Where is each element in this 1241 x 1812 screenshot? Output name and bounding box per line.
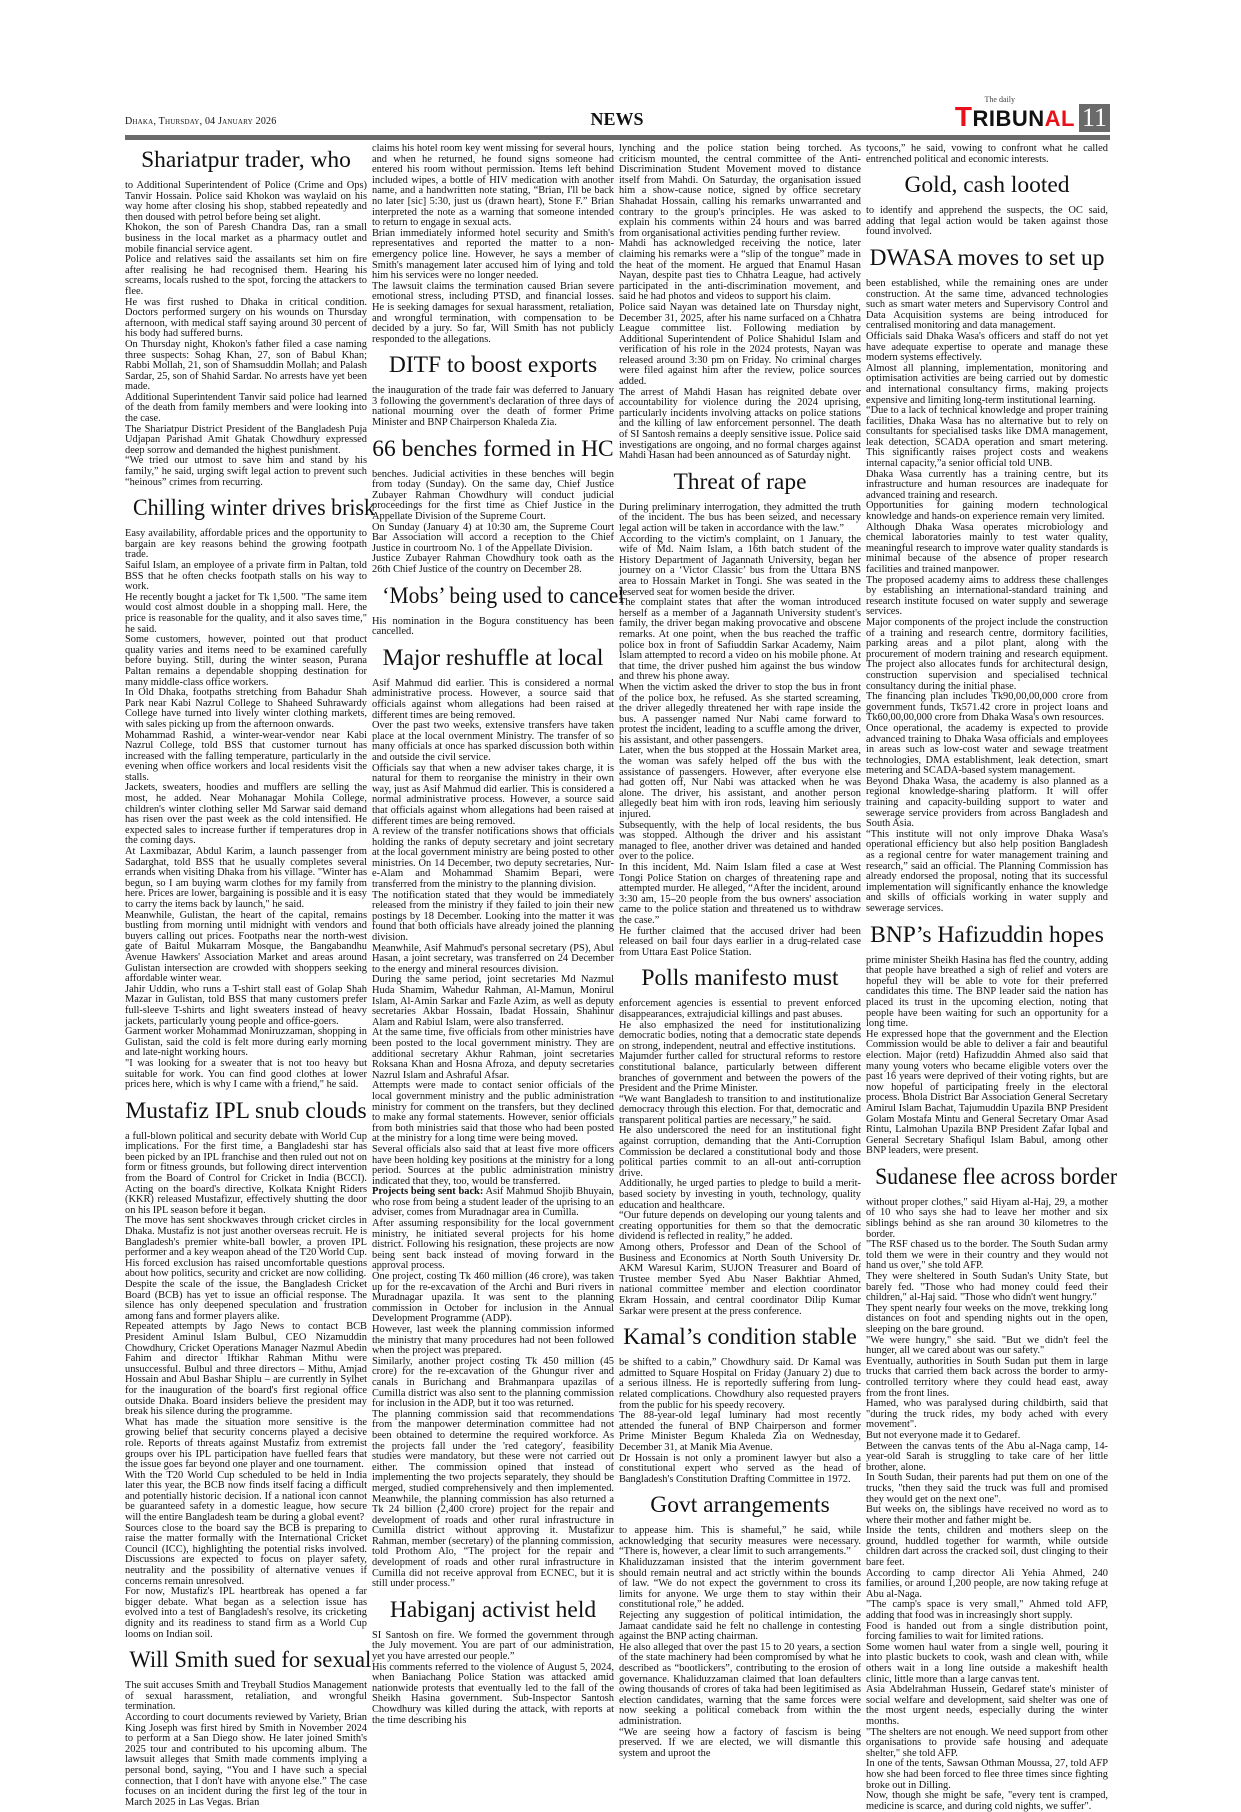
article-paragraph: Sources close to the board say the BCB is preparing to raise the matter formally with the International Cricket Council (ICC), highlighting the potential risks involved. Discussions are expected to focus on player safety, neutrality and the possibility of alternative venues if concerns remain unresolved. (125, 1522, 367, 1587)
article-paragraph: On Sunday (January 4) at 10:30 am, the Supreme Court Bar Association will accord a reception to the Chief Justice in courtroom No. 1 of the Appellate Division. (372, 521, 614, 554)
article-paragraph: “We want Bangladesh to transition to and institutionalize democracy through this election. For that, democratic and transparent political parties are necessary,” he said. (619, 1093, 861, 1126)
article-paragraph: the inauguration of the trade fair was deferred to January 3 following the government's declaration of three days of national mourning over the death of former Prime Minister and BNP Chairperson Khaleda Zia. (372, 385, 614, 429)
article-paragraph: Repeated attempts by Jago News to contact BCB President Aminul Islam Bulbul, CEO Nizamuddin Chowdhury, Cricket Operations Manager Nazmul Abedin Fahim and director Iftikhar Rahman Mithu were unsuccessful. Bulbul and three directors – Mithu, Amjad Hossain and Abul Bashar Shiplu – are currently in Sylhet for the inauguration of the board's first regional office outside Dhaka. Board insiders believe the president may break his silence during the programme. (125, 1321, 367, 1418)
logo-name: TRIBUNAL (954, 101, 1075, 132)
column-3 (619, 144, 861, 1759)
article-paragraph: In Old Dhaka, footpaths stretching from Bahadur Shah Park near Kabi Nazrul College to Shaheed Suhrawardy College have turned into lively winter clothing markets, with sales picking up from the afternoon onwards. (125, 687, 367, 730)
article-paragraph: Later, when the bus stopped at the Hossain Market area, the woman was safely helped off the bus with the assistance of passengers. However, after everyone else had gotten off, Nur Nabi was attacked when he was alone. The driver, his assistant, and another person allegedly beat him with iron rods, leaving him seriously injured. (619, 745, 861, 821)
article-paragraph: Mahdi has acknowledged receiving the notice, later claiming his remarks were a “slip of the tongue” made in the heat of the moment. He argued that Enamul Hasan Nayan, despite past ties to Chhatra League, had actively participated in the anti-discrimination movement, and said he had photos and videos to support his claim. (619, 238, 861, 303)
article-paragraph: Once operational, the academy is expected to provide advanced training to Dhaka Wasa officials and employees in areas such as low-cost water and sewage treatment technologies, DMA establishment, leak detection, smart metering and SCADA-based system management. (866, 722, 1108, 777)
article (619, 469, 861, 959)
article-paragraph: He further claimed that the accused driver had been released on bail four days earlier in a drug-related case from Uttara East Police Station. (619, 925, 861, 958)
article-headline: Will Smith sued for sexual (129, 1647, 372, 1674)
column-1 (125, 144, 376, 1808)
article-paragraph: According to court documents reviewed by Variety, Brian King Joseph was first hired by Smith in November 2024 to perform at a San Diego show. He later joined Smith's 2025 tour and contributed to his upcoming album. The lawsuit alleges that Smith made comments implying a personal bond, saying, “You and I have such a special connection, that I don't have with anyone else.” The case focuses on an incident during the first leg of the tour in March 2025 in Las Vegas. Brian (125, 1711, 367, 1808)
article-paragraph: He recently bought a jacket for Tk 1,500. "The same item would cost almost double in a shopping mall. Here, the price is reasonable for the quality, and it also saves time," he said. (125, 591, 367, 635)
article-paragraph: Asif Mahmud did earlier. This is considered a normal administrative process. However, a source said that officials against whom allegations had been raised at different times are being removed. (372, 677, 614, 721)
article-paragraph: Hamed, who was paralysed during childbirth, said that "during the truck rides, my body ached with every movement". (866, 1398, 1108, 1431)
article-paragraph: "The RSF chased us to the border. The South Sudan army told them we were in their country and they would not hand us over," she told AFP. (866, 1239, 1108, 1272)
article-headline: 66 benches formed in HC (372, 435, 614, 462)
article-paragraph: lynching and the police station being torched. As criticism mounted, the central committee of the Anti-Discrimination Student Movement moved to distance itself from Mahdi. On Saturday, the organisation issued him a show-cause notice, signed by office secretary Shahadat Hossain, calling his remarks unwarranted and contrary to the group's principles. He was asked to explain his comments within 24 hours and was barred from organisational activities pending further review. (619, 143, 861, 239)
article-paragraph: He also emphasized the need for institutionalizing democratic bodies, noting that a democratic state depends on strong, independent, neutral and effective institutions. (619, 1019, 861, 1052)
article-paragraph: Police said Nayan was detained late on Thursday night, December 31, 2025, after his name surfaced on a Chhatra League committee list. Following mediation by Additional Superintendent of Police Shahidul Islam and verification of his role in the 2024 protests, Nayan was released around 3:30 pm on Friday. No criminal charges were filed against him after the review, police sources added. (619, 301, 861, 388)
article-paragraph: Subsequently, with the help of local residents, the bus was stopped. Although the driver and his assistant managed to flee, another driver was detained and handed over to the police. (619, 819, 861, 863)
article-paragraph: According to camp director Ali Yehia Ahmed, 240 families, or around 1,200 people, are now taking refuge at Abu al-Naga. (866, 1567, 1108, 1600)
article-headline: Kamal’s condition stable (623, 1324, 857, 1351)
article (372, 645, 614, 1590)
article-paragraph: tycoons,” he said, vowing to confront what he called entrenched political and economic interests. (866, 143, 1108, 165)
article-paragraph: to identify and apprehend the suspects, the OC said, adding that legal action would be taken against those found involved. (866, 205, 1108, 238)
article-paragraph: The move has sent shockwaves through cricket circles in Dhaka. Mustafiz is not just another overseas recruit. He is Bangladesh's premier white-ball bowler, a proven IPL performer and a key weapon ahead of the T20 World Cup. His forced exclusion has raised uncomfortable questions about how politics, security and cricket are now colliding. (125, 1215, 368, 1280)
article-paragraph: Rejecting any suggestion of political intimidation, the Jamaat candidate said he felt no challenge in contesting against the BNP acting chairman. (619, 1610, 861, 1643)
article-paragraph: "The shelters are not enough. We need support from other organisations to provide safe housing and adequate shelter," she told AFP. (866, 1726, 1108, 1759)
article-paragraph: Eventually, authorities in South Sudan put them in large trucks that carried them back across the border to army-controlled territory where they could head east, away from the front lines. (866, 1355, 1108, 1399)
article-paragraph: His comments referred to the violence of August 5, 2024, when Baniachang Police Station was attacked amid nationwide protests that eventually led to the fall of the Sheikh Hasina government. Sub-Inspector Santosh Chowdhury was killed during the attack, with reports at the time describing his (372, 1661, 614, 1726)
newspaper-logo (955, 96, 1110, 132)
article-paragraph: “Due to a lack of technical knowledge and proper training facilities, Dhaka Wasa has no alternative but to rely on consultants for specialised tasks like DMA management, leak detection, SCADA operation and smart metering. This significantly raises project costs and weakens internal capacity,”a senior official told UNB. (866, 405, 1108, 470)
page-number: 11 (1079, 104, 1110, 132)
article-paragraph: “We are seeing how a factory of fascism is being preserved. If we are elected, we will dismantle this system and uproot the (619, 1726, 861, 1759)
article-paragraph: The suit accuses Smith and Treyball Studios Management of sexual harassment, retaliation, and wrongful termination. (125, 1680, 367, 1713)
article-headline: DITF to boost exports (388, 352, 598, 379)
article-paragraph: In South Sudan, their parents had put them on one of the trucks, "then they said the truck was full and promised they would get on the next one". (866, 1472, 1108, 1505)
article-paragraph: For now, Mustafiz's IPL heartbreak has opened a far bigger debate. What began as a selection issue has evolved into a test of Bangladesh's resolve, its cricketing dignity and its readiness to stand firm as a World Cup looms on Indian soil. (125, 1586, 367, 1640)
article-paragraph: Beyond Dhaka Wasa, the academy is also planned as a regional knowledge-sharing platform. It will offer training and capacity-building support to water and sewerage service providers from across Bangladesh and South Asia. (866, 775, 1108, 830)
article-paragraph: Dr Hossain is not only a prominent lawyer but also a constitutional expert who served as the head of Bangladesh's Constitution Drafting Committee in 1972. (619, 1452, 861, 1485)
article (619, 1324, 861, 1485)
article-paragraph: The notification stated that they would be immediately released from the ministry if they failed to join their new postings by 18 December. Looking into the matter it was found that both officials have already joined the planning division. (372, 889, 614, 944)
article-headline: Gold, cash looted (904, 172, 1070, 199)
article-headline: Major reshuffle at local (382, 644, 604, 671)
article-paragraph: a full-blown political and security debate with World Cup implications. For the first time, a Bangladeshi star has been picked by an IPL franchise and then ruled out not on form or fitness grounds, but following direct intervention from the Board of Control for Cricket in India (BCCI). Acting on the board's directive, Kolkata Knight Riders (KKR) released Mustafizur, effectively shutting the door on his IPL season before it began. (125, 1130, 367, 1216)
article-paragraph: be shifted to a cabin,” Chowdhury said. Dr Kamal was admitted to Square Hospital on Friday (January 2) due to a serious illness. He is reportedly suffering from lung-related complications. Chowdhury also requested prayers from the public for his speedy recovery. (619, 1357, 861, 1411)
article-paragraph: But not everyone made it to Gedaref. (866, 1429, 1021, 1441)
article-paragraph: "We were hungry," she said. "But we didn't feel the hunger, all we cared about was our safety." (866, 1334, 1108, 1357)
article-paragraph: They spent nearly four weeks on the move, trekking long distances on foot and spending nights out in the open, sleeping on the bare ground. (866, 1302, 1108, 1335)
article-paragraph: Major components of the project include the construction of a training and research centre, dormitory facilities, parking areas and a pilot plant, along with the procurement of modern training and research equipment. The project also allocates funds for architectural design, construction supervision and specialised technical consultancy during the initial phase. (866, 616, 1108, 692)
article-paragraph: Easy availability, affordable prices and the opportunity to bargain are key reasons behind the growing footpath trade. (125, 528, 367, 561)
article-paragraph: According to the victim's complaint, on 1 January, the wife of Md. Naim Islam, a 16th batch student of the History Department of Jagannath University, began her journey on a ‘Victor Classic’ bus from the Uttara BNS area to Hossain Market in Tongi. She was seated in the reserved seat for women beside the driver. (619, 533, 861, 598)
article-paragraph: to Additional Superintendent of Police (Crime and Ops) Tanvir Hossain. Police said Khokon was waylaid on his way home after closing his shop, stabbed repeatedly and then doused with petrol before being set alight. (125, 180, 367, 223)
article-paragraph: With the T20 World Cup scheduled to be held in India later this year, the BCB now finds itself facing a difficult and potentially historic decision. If a national icon cannot be guaranteed safety in a domestic league, how secure will the entire Bangladesh team be during a global event? (125, 1469, 367, 1524)
dateline: Dhaka, Thursday, 04 January 2026 (125, 116, 277, 127)
article-paragraph: When the victim asked the driver to stop the bus in front of the police box, he refused. As she started screaming, the driver allegedly threatened her with rape inside the bus. A passenger named Nur Nabi came forward to protest the incident, leading to a scuffle among the driver, his assistant, and other passengers. (619, 681, 861, 746)
article-paragraph: claims his hotel room key went missing for several hours, and when he returned, he found signs someone had entered his room without permission. Items left behind included wipes, a bottle of HIV medication with another name, and a handwritten note stating, “Brian, I'll be back no later [sic] 5:30, just us (drawn heart), Stone F.” Brian interpreted the note as a warning that someone intended to return to engage in sexual acts. (372, 143, 614, 229)
article (125, 147, 367, 488)
article-paragraph: The financing plan includes Tk90,00,00,000 crore from government funds, Tk571.42 crore in project loans and Tk60,00,00,000 crore from Dhaka Wasa's own resources. (866, 691, 1108, 724)
article-paragraph: Among others, Professor and Dean of the School of Business and Economics at North South University Dr. AKM Waresul Karim, SUJON Treasurer and Board of Trustee member Syed Abu Naser Bakhtiar Ahmed, national committee member and election coordinator Ekram Hossain, and central coordinator Dilip Kumar Sarkar were present at the press conference. (619, 1242, 861, 1317)
article (619, 1492, 861, 1759)
article-paragraph: At Laxmibazar, Abdul Karim, a launch passenger from Sadarghat, told BSS that he usually completes several errands when visiting Dhaka from his village. "Winter has begun, so I am buying warm clothes for my family from here. Prices are lower, bargaining is possible and it is easy to carry the items back by launch," he said. (125, 846, 367, 910)
article (125, 495, 376, 1091)
article-headline: Habiganj activist held (389, 1596, 597, 1623)
column-4 (866, 143, 1118, 1812)
article-paragraph: However, last week the planning commission informed the ministry that many procedures had not been followed when the project was prepared. (372, 1324, 614, 1357)
article-headline: Threat of rape (673, 468, 807, 495)
article (866, 144, 1108, 165)
article (619, 144, 861, 462)
article-paragraph: Some women haul water from a single well, pouring it into plastic buckets to cook, wash and clean with, while others wait in a long line outside a makeshift health clinic, little more than a large canvas tent. (866, 1641, 1108, 1685)
article-paragraph: What has made the situation more sensitive is the growing belief that security concerns played a decisive role. Reports of threats against Mustafiz from extremist groups over his IPL participation have fuelled fears that the issue goes far beyond one player and one tournament. (125, 1416, 367, 1471)
article (866, 922, 1108, 1157)
article-paragraph: Meanwhile, Asif Mahmud's personal secretary (PS), Abul Hasan, a joint secretary, was transferred on 24 December to the energy and mineral resources division. (372, 942, 614, 975)
masthead (125, 96, 1110, 134)
article-paragraph: SI Santosh on fire. We formed the government through the July movement. You are part of our administration, yet you have arrested our people.” (372, 1629, 614, 1663)
article-paragraph: Although Dhaka Wasa operates microbiology and chemical laboratories mainly to test water quality, meaningful research to improve water quality standards is minimal because of the absence of proper research facilities and trained manpower. (866, 521, 1108, 575)
article-paragraph: Similarly, another project costing Tk 450 million (45 crore) for the re-excavation of the Ghungur river and canals in Burichang and Brahmanpara upazilas of Cumilla district was also sent to the planning commission for inclusion in the ADP, but it too was returned. (372, 1355, 614, 1410)
article-paragraph: Meanwhile, Gulistan, the heart of the capital, remains bustling from morning until midnight with vendors and buyers calling out prices. Footpaths near the north-west gate of Baitul Mukarram Mosque, the Bangabandhu Avenue Hawkers' Association Market and areas around Gulistan intersection are crowded with shoppers seeking affordable winter wear. (125, 909, 367, 985)
article-paragraph: Justice Zubayer Rahman Chowdhury took oath as the 26th Chief Justice of the country on December 28. (372, 553, 614, 575)
article-paragraph: Now, though she might be safe, "every tent is cramped, medicine is scarce, and during cold nights, we suffer". (866, 1790, 1108, 1812)
article-paragraph: The 88-year-old legal luminary had most recently attended the funeral of BNP Chairperson and former Prime Minister Begum Khaleda Zia on Wednesday, December 31, at Manik Mia Avenue. (619, 1410, 861, 1453)
article-paragraph: Additional Superintendent Tanvir said police had learned of the death from family members and were looking into the case. (125, 391, 367, 425)
article-paragraph: Mohammad Rashid, a winter-wear-vendor near Kabi Nazrul College, told BSS that customer turnout has increased with the falling temperature, particularly in the evening when office workers and local residents visit the stalls. (125, 729, 367, 783)
article-paragraph: Food is handed out from a single distribution point, forcing families to wait for limited rations. (866, 1620, 1108, 1643)
article-paragraph: He also underscored the need for an institutional fight against corruption, demanding that the Anti-Corruption Commission be declared a constitutional body and those political parties commit to an all-out anti-corruption drive. (619, 1125, 861, 1179)
article-paragraph: On Thursday night, Khokon's father filed a case naming three suspects: Sohag Khan, 27, son of Babul Khan; Rabbi Mollah, 21, son of Shamsuddin Mollah; and Palash Sardar, 25, son of Shahid Sardar. No arrests have yet been made. (125, 338, 367, 393)
article-paragraph: In one of the tents, Sawsan Othman Moussa, 27, told AFP how she had been forced to flee three times since fighting broke out in Dilling. (866, 1758, 1108, 1791)
logo-tagline: The daily (984, 95, 1015, 104)
article-headline: Chilling winter drives brisk (132, 495, 376, 522)
article-paragraph: prime minister Sheikh Hasina has fled the country, adding that people have breathed a sigh of relief and voters are hopeful they will be able to vote for their preferred candidates this time. The BNP leader said the nation has placed its trust in the upcoming election, noting that people have been waiting for such an opportunity for a long time. (866, 954, 1108, 1030)
article-paragraph: benches. Judicial activities in these benches will begin from today (Sunday). On the same day, Chief Justice Zubayer Rahman Chowdhury will conduct judicial proceedings for the first time as Chief Justice in the Appellate Division of the Supreme Court. (372, 468, 614, 523)
article-headline: ‘Mobs’ being used to cancel (382, 582, 625, 609)
article (866, 245, 1108, 915)
article-paragraph: In this incident, Md. Naim Islam filed a case at West Tongi Police Station on charges of threatening rape and attempted murder. He alleged, “After the incident, around 3:30 am, 15–20 people from the bus owners' association came to the police station and threatened us to withdraw the case.” (619, 862, 861, 926)
article-paragraph: Additionally, he urged parties to pledge to build a merit-based society by investing in youth, technology, quality education and healthcare. (619, 1178, 861, 1211)
article-paragraph: to appease him. This is shameful,” he said, while acknowledging that security measures were necessary. “There is, however, a clear limit to such arrangements.” (619, 1525, 861, 1558)
article-paragraph: Saiful Islam, an employee of a private firm in Paltan, told BSS that he often checks footpath stalls on his way to work. (125, 560, 367, 593)
article-paragraph: He also alleged that over the past 15 to 20 years, a section of the state machinery had been compromised by what he described as “bootlickers”, contributing to the erosion of governance. Khaliduzzaman claimed that loan defaulters owing thousands of crores of taka had been legitimised as election candidates, warning that the same forces were now seeking a political comeback from within the administration. (619, 1641, 861, 1727)
article-paragraph: Inside the tents, children and mothers sleep on the ground, huddled together for warmth, while outside children dart across the cracked soil, dust clinging to their bare feet. (866, 1525, 1108, 1569)
article-paragraph: Attempts were made to contact senior officials of the local government ministry and the public administration ministry for comment on the transfers, but they declined to make any formal statements. However, senior officials from both ministries said that those who had been posted at the ministry for a long time were being moved. (372, 1080, 614, 1145)
article-paragraph: Jackets, sweaters, hoodies and mufflers are selling the most, he added. Near Mohanagar Mohila College, children's winter clothing seller Md Sarwar said demand has risen over the past week as the cold intensified. He expected sales to increase further if temperatures drop in the coming days. (125, 782, 367, 847)
article-paragraph: His nomination in the Bogura constituency has been cancelled. (372, 615, 614, 638)
article-paragraph: He expressed hope that the government and the Election Commission would be able to deliver a fair and beautiful election. Major (retd) Hafizuddin Ahmed also said that many young voters who became eligible voters over the past 16 years were deprived of their voting rights, but are now hopeful of participating freely in the electoral process. Bhola District Bar Association General Secretary Amirul Islam Bachat, Tajumuddin Upazila BNP President Golam Mostafa Mintu and General Secretary Omar Asad Rintu, Lalmohan Upazila BNP President Zafar Iqbal and General Secretary Shafiqul Islam Babul, among other BNP leaders, were present. (866, 1028, 1108, 1157)
article-paragraph: “This institute will not only improve Dhaka Wasa's operational efficiency but also help position Bangladesh as a regional centre for water management training and research,” said an official. The Planning Commission has already endorsed the proposal, noting that its successful implementation will significantly enhance the knowledge and skills of officials working in water supply and sewerage services. (866, 828, 1108, 914)
article-paragraph: They were sheltered in South Sudan's Unity State, but barely fed. "Those who had money could feed their children," al-Haj said. "Those who didn't went hungry." (866, 1271, 1108, 1304)
column-2 (372, 143, 625, 1726)
article-paragraph: Despite the scale of the issue, the Bangladesh Cricket Board (BCB) has yet to issue an official response. The silence has only deepened speculation and frustration among fans and former players alike. (125, 1279, 367, 1322)
article (619, 965, 861, 1317)
article-paragraph: Brian immediately informed hotel security and Smith's representatives and reported the matter to a non-emergency police line. However, he says a member of Smith's management later accused him of lying and told him his services were no longer needed. (372, 227, 614, 282)
article-paragraph: A review of the transfer notifications shows that officials holding the ranks of deputy secretary and joint secretary at the local government ministry are being posted to other ministries. On 14 December, two deputy secretaries, Nur-e-Alam and Mohammad Shamim Bepari, were transferred from the ministry to the planning division. (372, 826, 614, 891)
article-paragraph: "I was looking for a sweater that is not too heavy but suitable for work. You can find good clothes at lower prices here, which is why I came with a friend," he said. (125, 1057, 367, 1091)
article-paragraph: After assuming responsibility for the local government ministry, he initiated several projects for his home district. Following his resignation, these projects are now being sent back instead of moving forward in the approval process. (372, 1218, 614, 1272)
article-paragraph: One project, costing Tk 460 million (46 crore), was taken up for the re-excavation of the Archi and Buri rivers in Muradnagar upazila. It was sent to the planning commission in October for inclusion in the Annual Development Programme (ADP). (372, 1271, 614, 1325)
article-paragraph: been established, while the remaining ones are under construction. At the same time, advanced technologies such as smart water meters and Supervisory Control and Data Acquisition systems are being introduced for centralised monitoring and data management. (866, 277, 1108, 332)
article (372, 1597, 614, 1726)
article-paragraph: The lawsuit claims the termination caused Brian severe emotional stress, including PTSD, and financial losses. He is seeking damages for sexual harassment, retaliation, and wrongful termination, with compensation to be decided by a jury. So far, Will Smith has not publicly responded to the allegations. (372, 280, 614, 345)
article-headline: Mustafiz IPL snub clouds (125, 1097, 367, 1124)
article-paragraph: “Our future depends on developing our young talents and creating opportunities for them so that the democratic dividend is reflected in reality,” he added. (619, 1210, 861, 1243)
article (866, 1163, 1118, 1812)
article-paragraph: without proper clothes," said Hiyam al-Haj, 29, a mother of 10 who says she had to leave her mother and six siblings behind as she ran around 30 kilometres to the border. (866, 1196, 1108, 1240)
article (372, 352, 614, 428)
article-paragraph: During the same period, joint secretaries Md Nazmul Huda Shamim, Wahedur Rahman, Al-Mamun, Monirul Islam, Al-Amin Sarkar and Fazle Azim, as well as deputy secretaries Akbar Hossain, Ibadat Hossain, Shahinur Alam and Rabiul Islam, were also transferred. (372, 974, 614, 1028)
article-paragraph: During preliminary interrogation, they admitted the truth of the incident. The bus has been seized, and necessary legal action will be taken in accordance with the law.” (619, 501, 861, 534)
article-paragraph: The proposed academy aims to address these challenges by establishing an international-standard training and research institute focused on water supply and sewerage services. (866, 574, 1108, 618)
article-paragraph: He was first rushed to Dhaka in critical condition. Doctors performed surgery on his wounds on Thursday afternoon, with medical staff saying around 30 percent of his body had suffered burns. (125, 296, 367, 340)
article-paragraph: enforcement agencies is essential to prevent enforced disappearances, extrajudicial killings and past abuses. (619, 998, 861, 1020)
article-headline: Polls manifesto must (641, 965, 839, 992)
article-paragraph: Almost all planning, implementation, monitoring and optimisation activities are being carried out by domestic and international consultancy firms, making projects expensive and limiting long-term institutional learning. (866, 362, 1108, 406)
article-paragraph: Dhaka Wasa currently has a training centre, but its infrastructure and human resources are inadequate for advanced training and research. (866, 468, 1108, 501)
article (372, 582, 625, 638)
article-paragraph: Jahir Uddin, who runs a T-shirt stall east of Golap Shah Mazar in Gulistan, told BSS that many customers prefer full-sleeve T-shirts and light sweaters instead of heavy jackets, particularly young people and office-goers. (125, 983, 367, 1027)
article-paragraph: Khokon, the son of Paresh Chandra Das, ran a small business in the local market as a pharmacy outlet and mobile financial service agent. (125, 222, 367, 255)
article-paragraph: Asia Abdelrahman Hussein, Gedaref state's minister of social welfare and development, said shelter was one of the most urgent needs, especially during the winter months. (866, 1684, 1108, 1727)
article (372, 436, 614, 576)
article-headline: Sudanese flee across border (875, 1163, 1118, 1190)
article-paragraph: Some customers, however, pointed out that product quality varies and items need to be examined carefully before buying. Still, during the winter season, Purana Paltan remains a dependable shopping destination for many middle-class office workers. (125, 634, 367, 688)
subhead: Projects being sent back: (372, 1186, 484, 1198)
article-paragraph: At the same time, five officials from other ministries have been posted to the local government ministry. They are additional secretary Akhur Rahman, joint secretaries Roksana Khan and Hosna Afroza, and deputy secretaries Nazrul Islam and Ashraful Afsar. (372, 1027, 614, 1081)
article-paragraph: "The camp's space is very small," Ahmed told AFP, adding that food was in increasingly short supply. (866, 1599, 1108, 1622)
article-headline: DWASA moves to set up (869, 244, 1105, 271)
article-paragraph: Garment worker Mohammad Moniruzzaman, shopping in Gulistan, said the cold is felt more during early morning and late-night working hours. (125, 1026, 367, 1059)
article-paragraph: Between the canvas tents of the Abu al-Naga camp, 14-year-old Sarah is struggling to take care of her little brother, alone. (866, 1440, 1108, 1473)
logo-wordmark (955, 95, 1075, 132)
article-headline: Govt arrangements (650, 1492, 830, 1519)
article-paragraph: Majumder further called for structural reforms to restore constitutional balance, particularly between different branches of government and between the powers of the President and the Prime Minister. (619, 1051, 861, 1095)
header-rule (125, 135, 1110, 140)
article-paragraph: “We tried our utmost to save him and stand by his family,” he said, urging swift legal action to prevent such “heinous” crimes from recurring. (125, 455, 367, 488)
article-paragraph: The Shariatpur District President of the Bangladesh Puja Udjapan Parishad Amit Ghatak Chowdhury expressed deep sorrow and demanded the highest punishment. (125, 423, 367, 456)
article (125, 1098, 367, 1641)
article (125, 1647, 372, 1808)
article-paragraph: Several officials also said that at least five more officers have been holding key positions at the ministry for a long period. Sources at the public administration ministry indicated that they, too, would be transferred. (372, 1143, 614, 1187)
article-paragraph: Khaliduzzaman insisted that the interim government should remain neutral and act strictly within the bounds of law. “We do not expect the government to cross its limits for anyone. We urge them to stay within their constitutional role,” he added. (619, 1557, 861, 1611)
article-paragraph: The planning commission said that recommendations from the manpower determination committee had not been obtained to determine the required workforce. As the projects fall under the 'red category', feasibility studies were mandatory, but these were not carried out either. The commission opined that instead of implementing the two projects separately, they should be merged, studied comprehensively and then implemented. Meanwhile, the planning commission has also returned a Tk 24 billion (2,400 crore) project for the repair and development of roads and other rural infrastructure in Cumilla district without approving it. Mustafizur Rahman, member (secretary) of the planning commission, told Prothom Alo, “The project for the repair and development of roads and other rural infrastructure in Cumilla did not receive approval from ECNEC, but it is still under process.” (372, 1408, 614, 1590)
article-paragraph: The complaint states that after the woman introduced herself as a member of a Jagannath University student's family, the driver began making provocative and obscene remarks. At one point, when the bus reached the traffic police box in front of Safiuddin Sarkar Academy, Naim Islam attempted to record a video on his mobile phone. At that time, the driver pushed him against the bus window and threw his phone away. (619, 597, 861, 683)
article (372, 144, 614, 345)
article-paragraph: Over the past two weeks, extensive transfers have taken place at the local overnment Ministry. The transfer of so many officials at once has sparked discussion both within and outside the civil service. (372, 720, 614, 763)
section-title: NEWS (590, 109, 644, 129)
article-paragraph: But weeks on, the siblings have received no word as to where their mother and father might be. (866, 1504, 1108, 1526)
article-paragraph: Opportunities for gaining modern technological knowledge and hands-on experience remain very limited. (866, 500, 1108, 523)
article-paragraph: Officials said Dhaka Wasa's officers and staff do not yet have adequate expertise to operate and manage these modern systems effectively. (866, 330, 1108, 364)
article-paragraph: The arrest of Mahdi Hasan has reignited debate over accountability for violence during the 2024 uprising, particularly incidents involving attacks on police stations and the killing of law enforcement personnel. The death of SI Santosh remains a deeply sensitive issue. Police said investigations are ongoing, and no formal charges against Mahdi Hasan had been announced as of Saturday night. (619, 386, 861, 462)
article-paragraph: Officials say that when a new adviser takes charge, it is natural for them to reorganise the ministry in their own way, just as Asif Mahmud did earlier. This is considered a normal administrative process. However, a source said that officials against whom allegations had been raised at different times are being removed. (372, 762, 614, 827)
article-paragraph: Police and relatives said the assailants set him on fire after realising he had recognised them. Hearing his screams, locals rushed to the spot, forcing the attackers to flee. (125, 254, 367, 297)
article (866, 172, 1108, 238)
article-paragraph: Projects being sent back: Asif Mahmud Shojib Bhuyain, who rose from being a student leader of the uprising to an adviser, comes from Muradnagar area in Cumilla. (372, 1186, 614, 1219)
article-headline: Shariatpur trader, who (141, 147, 351, 173)
article-headline: BNP’s Hafizuddin hopes (870, 921, 1104, 948)
